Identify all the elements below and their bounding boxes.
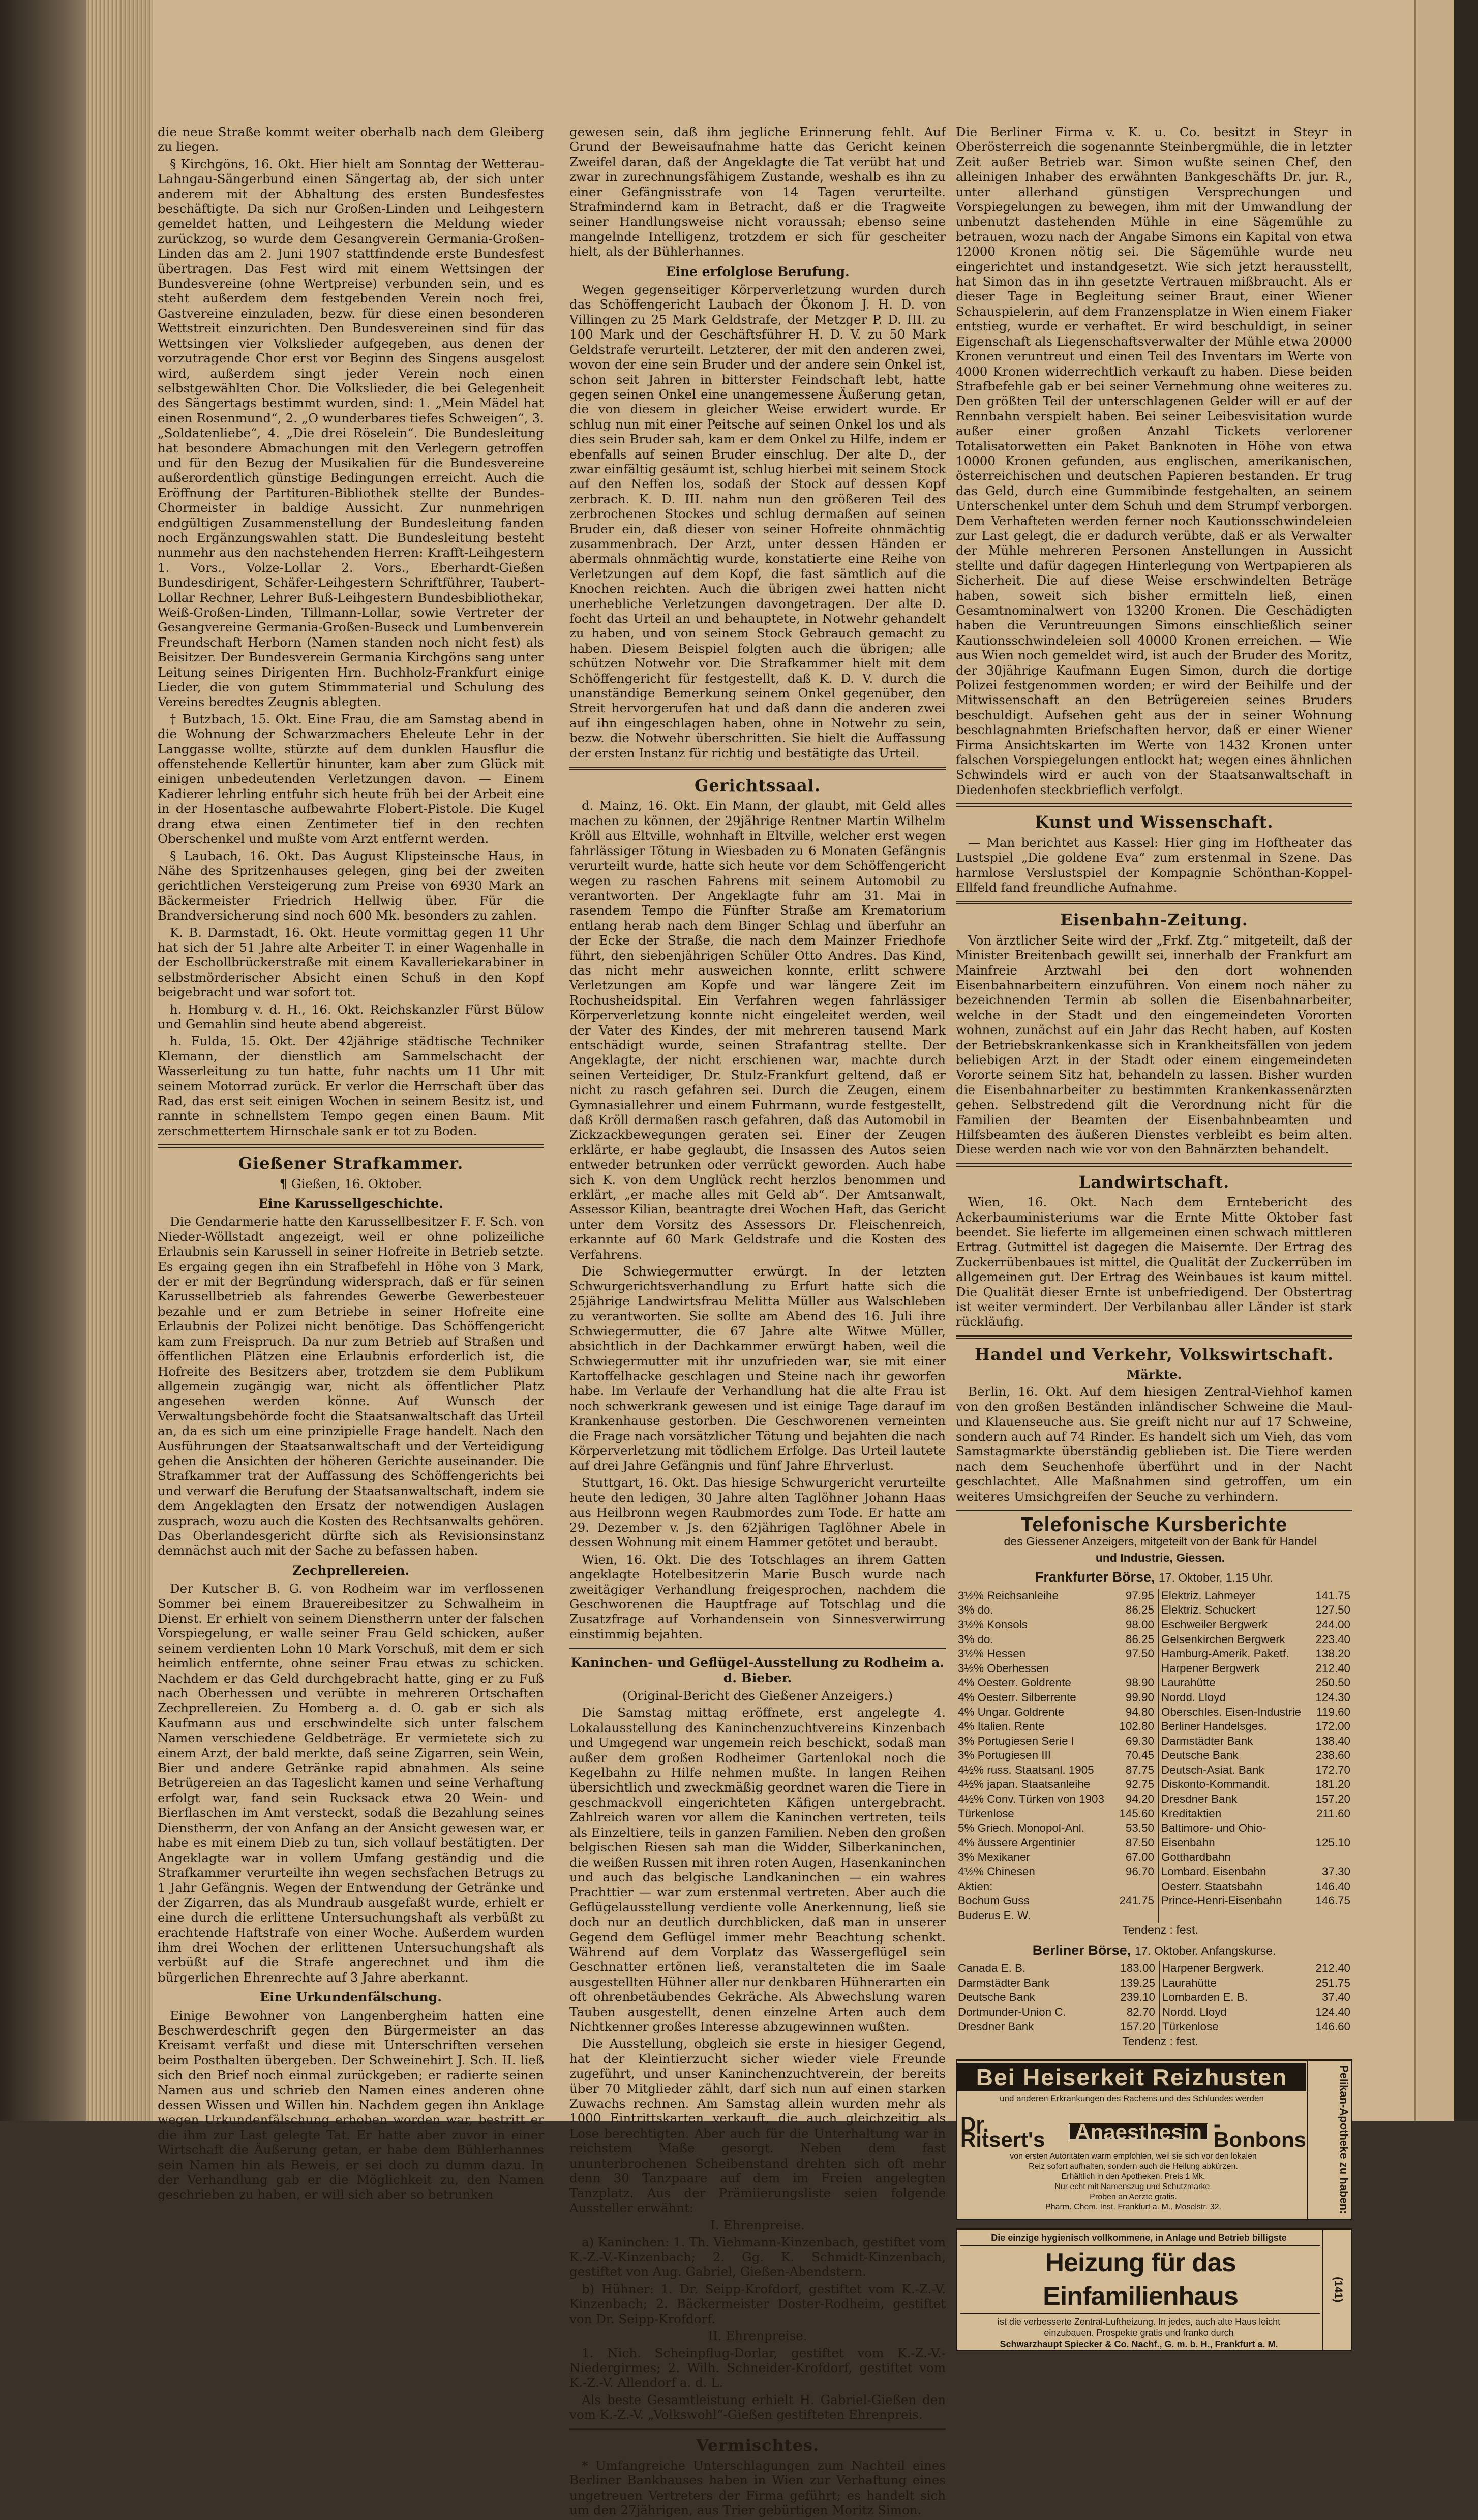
- ad-company: Schwarzhaupt Spiecker & Co. Nachf., G. m. b. H., Frankfurt a. M.: [1000, 2339, 1278, 2349]
- quote-row: [956, 1908, 1352, 1923]
- quote-row: [956, 1719, 1352, 1734]
- section-heading: Vermischtes.: [696, 2435, 820, 2455]
- security-name: Nordd. Lloyd: [1161, 1690, 1226, 1704]
- exchange-name: Frankfurter Börse,: [1035, 1569, 1155, 1585]
- ad-product-suffix: - Bonbons: [1214, 2112, 1306, 2151]
- security-price: 138.40: [1315, 1734, 1350, 1747]
- security-price: 69.30: [1115, 1734, 1159, 1749]
- security-name: Bochum Guss: [958, 1894, 1030, 1907]
- article-paragraph: § Kirchgöns, 16. Okt. Hier hielt am Sonntag der Wetterau-Lahngau-Sängerbund einen Sängertag ab, der sich unter anderem mit der Abhaltung des ersten Bundesfestes beschäftigte. Da sich nur Großen-Linden und Leihgestern gemeldet hatten, und Leihgestern die Meldung wieder zurückzog, so wurde dem Gesangverein Germania-Großen-Linden das am 2. Juni 1907 stattfindende erste Bundesfest übertragen. Das Fest wird mit einem Wettsingen der Bundesvereine (ohne Wertpreise) verbunden sein, und es steht außerdem dem festgebenden Verein noch frei, Gastvereine einzuladen, bezw. für diese einen besonderen Wettstreit einzurichten. Den Bundesvereinen sind für das Wettsingen vier Volkslieder aufgegeben, aus denen der vorzutragende Chor erst vor Beginn des Singens ausgelost wird, außerdem singt jeder Verein noch einen selbstgewählten Chor. Die Volkslieder, die bei Gelegenheit des Sängertags bestimmt wurden, sind: 1. „Mein Mädel hat einen Rosenmund“, 2. „O wunderbares tiefes Schweigen“, 3. „Soldatenliebe“, 4. „Die drei Röselein“. Die Bundesleitung hat besondere Abmachungen mit den Verlegern getroffen und für den Bezug der Musikalien für die Bundesvereine außerordentlich günstige Bedingungen erreicht. Auch die Eröffnung der Partituren-Bibliothek stellte der Bundes-Chormeister in baldige Aussicht. Zur nunmehrigen endgültigen Zusammenstellung der Bundesleitung fanden noch Ergänzungswahlen statt. Die Bundesleitung besteht nunmehr aus den nachstehenden Herren: Krafft-Leihgestern 1. Vors., Volze-Lollar 2. Vors., Eberhardt-Gießen Bundesdirigent, Schäfer-Leihgestern Schriftführer, Taubert-Lollar Rechner, Lehrer Buß-Leihgestern Bundesbibliothekar, Weiß-Großen-Linden, Tillmann-Lollar, sowie Vertreter der Gesangvereine Germania-Großen-Buseck und Lumbenverein Freundschaft Herborn (Namen standen noch nicht fest) als Beisitzer. Der Bundesverein Germania Kirchgöns sang unter Leitung seines Dirigenten Hrn. Buchholz-Frankfurt einige Lieder, die von gutem Stimmmaterial und Schulung des Vereins beredtes Zeugnis ablegten.: [158, 156, 544, 710]
- section-heading: Handel und Verkehr, Volkswirtschaft.: [974, 1344, 1334, 1364]
- quote-row: [956, 1976, 1352, 1991]
- security-price: 183.00: [1105, 1961, 1160, 1976]
- page-edges: [86, 0, 153, 2121]
- security-price: 82.70: [1105, 2005, 1160, 2020]
- ad-product: [960, 2112, 1306, 2151]
- quote-row: [956, 1850, 1352, 1865]
- ad-text: Reiz sofort aufhalten, sondern auch die Heilung abkürzen.: [1029, 2162, 1238, 2171]
- security-price: 37.30: [1321, 1865, 1350, 1878]
- quote-row: [956, 1807, 1352, 1821]
- security-name: Deutsch-Asiat. Bank: [1161, 1763, 1264, 1776]
- adjacent-page-edge: [1414, 0, 1456, 2121]
- article-paragraph: Die Berliner Firma v. K. u. Co. besitzt in Steyr in Oberösterreich die sogenannte Steinbergmühle, die in letzter Zeit außer Betrieb war. Simon wußte seinen Chef, den alleinigen Inhaber des erwähnten Bankgeschäfts Dr. jur. R., unter allerhand günstigen Versprechungen und Vorspiegelungen zu bewegen, ihm mit der Umwandlung der unbenutzt dastehenden Mühle in eine Sägemühle zu betrauen, wozu nach der Angabe Simons ein Kapital von etwa 12000 Kronen nötig sei. Die Sägemühle wurde neu eingerichtet und instandgesetzt. Wie sich jetzt herausstellt, hat Simon das in ihn gesetzte Vertrauen mißbraucht. Als er dieser Tage in Begleitung seiner Braut, einer Wiener Schauspielerin, auf dem Franzensplatze in Wien einem Fiaker entstieg, wurde er verhaftet. Er wird beschuldigt, in seiner Eigenschaft als Liegenschaftsverwalter der Mühle etwa 20000 Kronen veruntreut und einen Teil des Inventars im Werte von 4000 Kronen widerrechtlich verkauft zu haben. Diese beiden Strafbefehle gab er bei seiner Vernehmung ohne weiteres zu. Den größten Teil der unterschlagenen Gelder will er auf der Rennbahn verspielt haben. Bei seiner Leibesvisitation wurde außer einer großen Anzahl Tickets verlorener Totalisatorwetten ein Paket Banknoten in Höhe von etwa 10000 Kronen gefunden, aus englischen, amerikanischen, österreichischen und deutschen Papieren bestanden. Er trug das Geld, durch eine Gummibinde festgehalten, an seinem Unterschenkel unter dem Schuh und dem Strumpf verborgen. Dem Verhafteten werden ferner noch Kautionsschwindeleien zur Last gelegt, die er dadurch verübte, daß er als Verwalter der Mühle mehreren Personen Anstellungen in Aussicht stellte und dafür dagegen Hinterlegung von Wertpapieren als Sicherheit. Die auf diese Weise erschwindelten Beträge haben, soweit sich bisher ermitteln ließ, einen Gesamtnominalwert von 13200 Kronen. Die Geschädigten haben die Veruntreuungen Simons einschließlich seiner Kautionsschwindeleien soll 40000 Kronen erreichen. — Wie aus Wien noch gemeldet wird, ist auch der Bruder des Moritz, der 30jährige Kaufmann Eugen Simon, durch die dortige Polizei festgenommen worden; er wird der Beihilfe und der Mitwissenschaft an den Betrügereien seines Bruders beschuldigt. Aufsehen geht aus der in seiner Wohnung beschlagnahmten Briefschaften hervor, daß er einer Wiener Firma Ansichtskarten im Werte von 1432 Kronen unter falschen Vorspiegelungen entlockt hat; wegen eines ähnlichen Schwindels wird er auch von der Staatsanwaltschaft in Diedenhofen steckbrieflich verfolgt.: [956, 125, 1352, 797]
- security-name: Deutsche Bank: [1161, 1749, 1239, 1762]
- security-name: Dresdner Bank: [1161, 1793, 1238, 1806]
- stock-report-subtitle: des Giessener Anzeigers, mitgeteilt von der Bank für Handel: [1004, 1535, 1317, 1549]
- security-price: 139.25: [1105, 1976, 1160, 1991]
- section-heading: Gerichtssaal.: [694, 776, 821, 796]
- ad-text: und anderen Erkrankungen des Rachens und des Schlundes werden: [1000, 2093, 1264, 2103]
- security-name: Eisenbahn: [1161, 1836, 1215, 1849]
- ad-product-name: Anaesthesin: [1068, 2123, 1209, 2141]
- security-name: 3% Portugiesen III: [958, 1749, 1051, 1762]
- security-name: Dresdner Bank: [958, 2020, 1034, 2033]
- security-price: 181.20: [1315, 1778, 1350, 1791]
- security-name: Prince-Henri-Eisenbahn: [1161, 1894, 1282, 1907]
- tendency: Tendenz : fest.: [1122, 1923, 1198, 1937]
- section-divider: [569, 767, 946, 770]
- security-price: [1311, 1850, 1352, 1865]
- article-paragraph: b) Hühner: 1. Dr. Seipp-Krofdorf, gestiftet vom K.-Z.-V. Kinzenbach; 2. Bäckermeister Doster-Rodheim, gestiftet von Dr. Seipp-Krofdorf.: [569, 2281, 946, 2326]
- security-name: 4% Oesterr. Goldrente: [958, 1676, 1071, 1689]
- security-price: 86.25: [1115, 1603, 1159, 1618]
- article-paragraph: Wien, 16. Okt. Die des Totschlages an ihrem Gatten angeklagte Hotelbesitzerin Marie Busch wurde nach zweitägiger Verhandlung freigesprochen, nachdem die Geschworenen die Hauptfrage auf Totschlag und die Zusatzfrage auf Vorhandensein von Sinnesverwirrung einstimmig bejahten.: [569, 1552, 946, 1642]
- security-name: 3% do.: [958, 1603, 993, 1617]
- security-price: 119.60: [1316, 1705, 1350, 1718]
- security-price: 250.50: [1315, 1676, 1350, 1689]
- section-divider: [956, 1510, 1352, 1511]
- security-price: 94.80: [1115, 1705, 1159, 1720]
- security-price: 157.20: [1315, 1793, 1350, 1806]
- security-name: 3% Mexikaner: [958, 1850, 1030, 1864]
- quote-row: [956, 1690, 1352, 1705]
- section-divider: [569, 1648, 946, 1649]
- article-paragraph: Stuttgart, 16. Okt. Das hiesige Schwurgericht verurteilte heute den ledigen, 30 Jahre alten Taglöhner Johann Haas aus Heilbronn wegen Raubmordes zum Tode. Er hatte am 29. Dezember v. Js. den 62jährigen Taglöhner Abele in dessen Wohnung mit einem Hammer getötet und beraubt.: [569, 1475, 946, 1550]
- article-heading: Eine Karussellgeschichte.: [258, 1196, 443, 1211]
- security-price: 241.75: [1115, 1894, 1159, 1908]
- security-name: Baltimore- und Ohio-: [1161, 1821, 1266, 1835]
- security-price: 244.00: [1315, 1618, 1350, 1631]
- section-divider: [569, 2428, 946, 2430]
- security-price: 211.60: [1316, 1807, 1350, 1820]
- ad-text: Die einzige hygienisch vollkommene, in Anlage und Betrieb billigste: [991, 2232, 1287, 2243]
- ad-text: einzubauen. Prospekte gratis und franko durch: [1044, 2327, 1234, 2338]
- security-price: 92.75: [1115, 1777, 1159, 1792]
- security-price: 124.40: [1315, 2006, 1350, 2018]
- security-price: 96.70: [1115, 1865, 1159, 1879]
- security-name: Dortmunder-Union C.: [958, 2006, 1066, 2018]
- security-price: 53.50: [1115, 1821, 1159, 1836]
- security-price: [1311, 1821, 1352, 1836]
- security-name: 5% Griech. Monopol-Anl.: [958, 1821, 1084, 1835]
- security-name: 3½% Hessen: [958, 1647, 1026, 1660]
- security-price: 251.75: [1315, 1976, 1350, 1989]
- security-name: 3½% Konsols: [958, 1618, 1028, 1631]
- article-paragraph: Die Gendarmerie hatte den Karussellbesitzer F. F. Sch. von Nieder-Wöllstadt angezeigt, weil er ohne polizeiliche Erlaubnis sein Karussell in seiner Hofreite in Betrieb setzte. Es ergaing gegen ihn ein Strafbefehl in Höhe von 3 Mark, der er mit der Begründung widersprach, daß er für seinen Karussellbetrieb als fahrendes Gewerbe Gewerbesteuer bezahle und er zum Betriebe in seiner Hofreite eine Erlaubnis der Polizei nicht benötige. Das Schöffengericht kam zum Freispruch. Da nur zum Betrieb auf Straßen und öffentlichen Plätzen eine Erlaubnis erforderlich ist, die Hofreite des Besitzers aber, trotzdem sie dem Publikum allgemein zugängig war, nicht als öffentlicher Platz angesehen werden könne. Auf Wunsch der Verwaltungsbehörde focht die Staatsanwaltschaft das Urteil an, da es sich um eine prinzipielle Frage handelt. Nach den Ausführungen der Staatsanwaltschaft und der Verteidigung gehen die Ansichten der höheren Gerichte auseinander. Die Strafkammer trat der Auffassung des Schöffengerichts bei und verwarf die Berufung der Staatsanwaltschaft, indem sie dem Angeklagten den Ersatz der notwendigen Auslagen zusprach, wozu auch die Kosten des Rechtsanwalts gehören. Das Oberlandesgericht dürfte sich als Revisionsinstanz demnächst auch mit der Sache zu befassen haben.: [158, 1214, 544, 1558]
- security-price: 125.10: [1315, 1836, 1350, 1849]
- quote-row: [956, 1748, 1352, 1763]
- article-paragraph: Einige Bewohner von Langenbergheim hatten eine Beschwerdeschrift gegen den Bürgermeister an das Kreisamt verfaßt und diese mit Unterschriften versehen beim Posthalten übergeben. Der Schweinehirt J. Sch. II. ließ sich den Brief noch einmal zurückgeben; er radierte seinen Namen aus und schrieb den Namen eines anderen ohne dessen Wissen und Willen hin. Nachdem gegen ihn Anklage wegen Urkundenfälschung erhoben worden war, bestritt er die ihm zur Last gelegte Tat. Er hatte aber zuvor in einer Wirtschaft die Äußerung getan, er habe dem Bühlerhannes sein Namen hin als Beweis, er sei doch zu dumm dazu. In der Verhandlung gab er die Möglichkeit zu, den Namen geschrieben zu haben, er will sich aber so betrunken: [158, 2008, 544, 2202]
- stock-report-title: Telefonische Kursberichte: [1020, 1513, 1288, 1536]
- security-price: 146.75: [1315, 1894, 1350, 1907]
- quote-row: [956, 1961, 1352, 1976]
- security-name: Harpener Bergwerk: [1161, 1661, 1260, 1675]
- stock-report-subtitle: und Industrie, Giessen.: [1095, 1551, 1225, 1565]
- security-name: 4% Oesterr. Silberrente: [958, 1690, 1076, 1704]
- quote-row: [956, 1661, 1352, 1676]
- article-paragraph: Der Kutscher B. G. von Rodheim war im verflossenen Sommer bei einem Brauereibesitzer zu Schwalheim in Dienst. Er erhielt von seinem Dienstherrn unter der falschen Vorspiegelung, er walle seiner Frau Geld schicken, außer seinem verdienten Lohn 10 Mark Vorschuß, mit dem er sich heimlich entfernte, ohne seiner Frau etwas zu schicken. Nachdem er das Geld durchgebracht hatte, ging er zu Fuß nach Oberhessen und verübte in mehreren Ortschaften Zechprellereien. Zu Homberg a. d. O. gab er sich als Kaufmann aus und erschwindelte sich unter falschem Namen verschiedene Geldbeträge. Er vermietete sich zu einem Arzt, der bald merkte, daß seine Zigarren, sein Wein, Bier und andere Getränke rapid abnahmen. Als seine Betrügereien an das Tageslicht kamen und seine Verhaftung erfolgt war, fand sein Rucksack etwa 20 Wein- und Bierflaschen im Amt versteckt, sodaß die Bezahlung seines Dienstherrn, der von Anfang an der Ansicht gewesen war, er habe es mit einem Dieb zu tun, sich vollauf bestätigten. Der Angeklagte war in vollem Umfang geständig und die Strafkammer verurteilte ihn wegen sechsfachen Betrugs zu 1 Jahr Gefängnis. Wegen der Entwendung der Getränke und der Zigarren, das als Mundraub ausgefaßt wurde, erhielt er eine durch die erlittene Untersuchungshaft als verbüßt zu erachtende Haftstrafe von einer Woche. Außerdem wurden ihm drei Wochen der erlittenen Untersuchungshaft als verbüßt auf die Strafe angerechnet und ihm die bürgerlichen Ehrenrechte auf 3 Jahre aberkannt.: [158, 1581, 544, 1985]
- security-name: Elektriz. Schuckert: [1161, 1603, 1256, 1617]
- ad-text: Proben an Aerzte gratis.: [1090, 2192, 1177, 2201]
- security-price: 145.60: [1115, 1807, 1159, 1821]
- article-paragraph: * Umfangreiche Unterschlagungen zum Nachteil eines Berliner Bankhauses haben in Wien zur Verhaftung eines ungetreuen Vertreters der Firma geführt; es handelt sich um den 27jährigen, aus Trier gebürtigen Moritz Simon.: [569, 2457, 946, 2518]
- right-margin-dark: [1454, 0, 1478, 2121]
- security-price: 97.50: [1115, 1647, 1159, 1661]
- article-heading: Zechprellereien.: [292, 1563, 410, 1578]
- security-name: Gotthardbahn: [1161, 1850, 1231, 1864]
- security-price: 127.50: [1315, 1603, 1350, 1617]
- security-name: [1159, 1908, 1311, 1923]
- security-name: 4½% russ. Staatsanl. 1905: [958, 1763, 1094, 1776]
- security-name: 3% Portugiesen Serie I: [958, 1734, 1075, 1747]
- security-price: 146.60: [1315, 2020, 1350, 2033]
- security-name: 3% do.: [958, 1632, 993, 1646]
- security-name: Elektriz. Lahmeyer: [1161, 1589, 1256, 1602]
- security-name: Eschweiler Bergwerk: [1161, 1618, 1268, 1631]
- article-paragraph: Berlin, 16. Okt. Auf dem hiesigen Zentral-Viehhof kamen von den großen Beständen inländischer Schweine die Maul- und Klauenseuche aus. Sie greift nicht nur auf 17 Schweine, sondern auch auf 74 Rinder. Es handelt sich um Vieh, das vom Samstagmarkte überständig geblieben ist. Die Tiere werden nach dem Seuchenhofe überführt und in der Nacht geschlachtet. Alle Maßnahmen sind getroffen, um ein weiteres Umsichgreifen der Seuche zu verhindern.: [956, 1384, 1352, 1504]
- security-price: [1115, 1661, 1159, 1676]
- exchange-heading: [956, 1943, 1352, 1958]
- dateline: ¶ Gießen, 16. Oktober.: [279, 1176, 423, 1191]
- ad-text: Erhältlich in den Apotheken. Preis 1 Mk.: [1061, 2172, 1205, 2181]
- quote-row: [956, 1632, 1352, 1647]
- security-name: Buderus E. W.: [958, 1908, 1031, 1922]
- security-name: 4½% Chinesen: [958, 1865, 1035, 1878]
- security-price: 37.40: [1321, 1991, 1350, 2004]
- security-name: Berliner Handelsges.: [1161, 1720, 1267, 1733]
- security-name: Gelsenkirchen Bergwerk: [1161, 1632, 1285, 1646]
- exchange-name: Berliner Börse,: [1032, 1942, 1131, 1958]
- security-name: Deutsche Bank: [958, 1991, 1035, 2004]
- security-name: 4% Ungar. Goldrente: [958, 1705, 1065, 1718]
- security-price: 99.90: [1115, 1690, 1159, 1705]
- security-name: Aktien:: [958, 1879, 993, 1893]
- column-2: [569, 125, 946, 2520]
- security-price: 212.40: [1315, 1661, 1350, 1675]
- security-name: Laurahütte: [1161, 1676, 1216, 1689]
- section-divider: [956, 803, 1352, 807]
- quote-row: [956, 1865, 1352, 1879]
- ad-text: Nur echt mit Namenszug und Schutzmarke.: [1054, 2182, 1212, 2191]
- security-price: 141.75: [1315, 1589, 1350, 1602]
- security-price: 138.20: [1315, 1647, 1350, 1660]
- security-price: 87.50: [1115, 1836, 1159, 1850]
- security-name: 3½% Oberhessen: [958, 1661, 1049, 1675]
- security-price: 239.10: [1105, 1990, 1160, 2005]
- article-paragraph: h. Homburg v. d. H., 16. Okt. Reichskanzler Fürst Bülow und Gemahlin sind heute abend abgereist.: [158, 1001, 544, 1031]
- exchange-heading: [956, 1570, 1352, 1585]
- security-price: 157.20: [1105, 2020, 1160, 2035]
- berlin-quotes-table: [956, 1961, 1352, 2034]
- article-paragraph: Die Schwiegermutter erwürgt. In der letzten Schwurgerichtsverhandlung zu Erfurt hatte sich die 25jährige Landwirtsfrau Melitta Müller aus Walschleben zu verantworten. Sie sollte am Abend des 16. Juli ihre Schwiegermutter, die 67 Jahre alte Witwe Müller, absichtlich in der Dachkammer erwürgt haben, weil die Schwiegermutter mit ihr unzufrieden war, sie mit einer Kartoffelhacke geschlagen und Steine nach ihr geworfen habe. Im Verlaufe der Verhandlung hat die alte Frau ist noch schwerkrank gewesen und ist einige Tage darauf im Krankenhause gestorben. Die Geschworenen verneinten die Frage nach vorsätzlicher Tötung und bejahten die nach Körperverletzung mit tödlichem Erfolge. Das Urteil lautete auf drei Jahre Gefängnis und fünf Jahre Ehrverlust.: [569, 1264, 946, 1473]
- security-price: 94.20: [1115, 1792, 1159, 1807]
- section-divider: [956, 1335, 1352, 1339]
- article-paragraph: — Man berichtet aus Kassel: Hier ging im Hoftheater das Lustspiel „Die goldene Eva“ zum erstenmal in Szene. Das harmlose Verslustspiel der Kompagnie Schönthan-Koppel-Ellfeld fand freundliche Aufnahme.: [956, 835, 1352, 895]
- column-1: [158, 125, 544, 2204]
- security-name: 4% Italien. Rente: [958, 1720, 1045, 1733]
- quote-row: [956, 2005, 1352, 2020]
- article-heading: Kaninchen- und Geflügel-Ausstellung zu Rodheim a. d. Bieber.: [570, 1655, 945, 1685]
- security-name: Darmstädter Bank: [1161, 1734, 1253, 1747]
- security-price: 238.60: [1315, 1749, 1350, 1762]
- article-paragraph: Als beste Gesamtleistung erhielt H. Gabriel-Gießen den vom K.-Z.-V. „Volkswohl“-Gießen gestifteten Ehrenpreis.: [569, 2392, 946, 2422]
- quote-row: [956, 1879, 1352, 1894]
- quote-row: [956, 1676, 1352, 1690]
- exchange-time: 17. Oktober, 1.15 Uhr.: [1159, 1571, 1274, 1585]
- section-heading: Gießener Strafkammer.: [238, 1153, 464, 1173]
- tendency: Tendenz : fest.: [1122, 2035, 1198, 2048]
- article-paragraph: Die Samstag mittag eröffnete, erst angelegte 4. Lokalausstellung des Kaninchenzuchtvereins Kinzenbach und Umgegend war ungemein reich beschickt, sodaß man außer dem großen Rodheimer Gartenlokal noch die Kegelbahn zu Hilfe nehmen mußte. In langen Reihen übersichtlich und zweckmäßig geordnet waren die Tiere in geschmackvoll eingerichteten Käfigen untergebracht. Zahlreich waren vor allem die Kaninchen vertreten, teils als Einzeltiere, teils in ganzen Familien. Neben den großen belgischen Riesen sah man die Widder, Silberkaninchen, die weißen Russen mit ihren roten Augen, Hasenkaninchen und auch das belgische Landkaninchen — ein wahres Prachttier — war zum erstenmal vertreten. Aber auch die Geflügelausstellung verdiente volle Anerkennung, ließ sie doch nur an deutlich durchblicken, daß man in unserer Gegend dem Geflügel immer mehr Beachtung schenkt. Während auf dem Vorplatz das Wassergeflügel sein Geschnatter ertönen ließ, veranstalteten die im Saale ausgestellten Hühner aller nur denkbaren Hühnerarten ein oft ohrenbetäubendes Gekräche. Als Abwechslung waren Tauben ausgestellt, denen einzelne Arten auch dem Nichtkenner großes Interesse abzugewinnen wußten.: [569, 1705, 946, 2034]
- article-paragraph: a) Kaninchen: 1. Th. Viehmann-Kinzenbach, gestiftet vom K.-Z.-V.-Kinzenbach; 2. Gg. K. Schmidt-Kinzenbach, gestiftet von Aug. Gabriel, Gießen-Abendstern.: [569, 2234, 946, 2280]
- advertisement-heizung: [956, 2228, 1352, 2351]
- column-3: [956, 125, 1352, 2351]
- security-name: 4½% japan. Staatsanleihe: [958, 1778, 1091, 1791]
- article-paragraph: gewesen sein, daß ihm jegliche Erinnerung fehlt. Auf Grund der Beweisaufnahme hatte das Gericht keinen Zweifel daran, daß der Angeklagte die Tat verübt hat und zwar in zurechnungsfähigem Zustande, weshalb es ihn zu einer Gefängnisstrafe von 14 Tagen verurteilte. Strafmindernd kam in Betracht, daß er die Tragweite seiner Handlungsweise nicht voraussah; ebenso seine mangelnde Intelligenz, trotzdem er sich für gescheiter hielt, als der Bühlerhannes.: [569, 125, 946, 259]
- prize-heading: II. Ehrenpreise.: [708, 2328, 807, 2344]
- article-paragraph: d. Mainz, 16. Okt. Ein Mann, der glaubt, mit Geld alles machen zu können, der 29jährige Rentner Martin Wilhelm Kröll aus Eltville, wohnhaft in Eltville, welcher erst wegen fahrlässiger Tötung in Wiesbaden zu 6 Monaten Gefängnis verurteilt wurde, hatte sich heute vor dem Schöffengericht wegen zu raschen Fahrens mit seinem Automobil zu verantworten. Der Angeklagte fuhr am 31. Mai in rasendem Tempo die Fünfter Straße am Krematorium entlang herab nach dem Binger Schlag und überfuhr an der Ecke der Straße, die nach dem Mainzer Friedhofe führt, den siebenjährigen Schüler Otto Andres. Das Kind, das nicht mehr ausweichen konnte, erlitt schwere Verletzungen am Kopfe und war längere Zeit im Rochusheidspital. Ein Verfahren wegen fahrlässiger Körperverletzung konnte nicht eingeleitet werden, weil der Vater des Kindes, der mit mehreren tausend Mark entschädigt wurde, seinen Strafantrag stellte. Der Angeklagte, der nicht erschienen war, machte durch seinen Verteidiger, Dr. Stulz-Frankfurt geltend, daß er nicht zu rasch gefahren sei. Durch die Zeugen, einem Gymnasiallehrer und einem Fuhrmann, wurde festgestellt, daß Kröll dermaßen rasch gefahren, daß das Automobil in Zickzackbewegungen geraten sei. Einer der Zeugen erklärte, er habe geglaubt, die Insassen des Autos seien entweder betrunken oder verrückt geworden. Auch habe sich K. von dem Unglück recht herzlos benommen und erklärt, „er mache alles mit Geld ab“. Der Amtsanwalt, Assessor Kilian, beantragte drei Wochen Haft, das Gericht unter dem Vorsitz des Assessors Dr. Fleischenreich, erkannte auf 60 Mark Geldstrafe und die Kosten des Verfahrens.: [569, 798, 946, 1262]
- article-paragraph: Von ärztlicher Seite wird der „Frkf. Ztg.“ mitgeteilt, daß der Minister Breitenbach gewillt sei, innerhalb der Frankfurt am Mainfreie Arztwahl bei den dort wohnenden Eisenbahnarbeitern einzuführen. Von einem noch näher zu bezeichnenden Termin ab sollen die Eisenbahnarbeiter, welche in der Stadt und den eingemeindeten Vororten wohnen, zunächst auf ein Jahr das Recht haben, auf Kosten der Betriebskrankenkasse sich in Krankheitsfällen von jedem beliebigen Arzt in der Stadt oder einem eingemeindeten Vororte seinem Sitz hat, behandeln zu lassen. Bisher wurden die Eisenbahnarbeiter zu bestimmten Krankenkassenärzten gehen. Selbstredend gilt die Verordnung nicht für die Familien der Beamten der Eisenbahnbeamten und Hilfsbeamten des äußeren Dienstes verbleibt es beim alten. Diese werden nach wie vor von den Bahnärzten behandelt.: [956, 932, 1352, 1157]
- security-price: 124.30: [1315, 1690, 1350, 1704]
- security-price: 172.00: [1315, 1720, 1350, 1733]
- security-name: Diskonto-Kommandit.: [1161, 1778, 1270, 1791]
- advertisement-anaesthesin: [956, 2059, 1352, 2220]
- section-heading: Eisenbahn-Zeitung.: [1060, 910, 1248, 930]
- quote-row: [956, 1792, 1352, 1807]
- article-paragraph: die neue Straße kommt weiter oberhalb nach dem Gleiberg zu liegen.: [158, 125, 544, 155]
- article-paragraph: Wien, 16. Okt. Nach dem Erntebericht des Ackerbauministeriums war die Ernte Mitte Oktober fast beendet. Sie lieferte im allgemeinen einen schwach mittleren Ertrag. Gutmittel ist dagegen die Maisernte. Der Ertrag des Zuckerrübenbaues ist mittel, die Qualität der Zuckerrüben im allgemeinen gut. Der Ertrag des Weinbaues ist kaum mittel. Die Qualität dieser Ernte ist unbefriedigend. Der Obstertrag ist weiter vermindert. Der Verbilanbau aller Länder ist stark rückläufig.: [956, 1195, 1352, 1329]
- section-heading: Landwirtschaft.: [1078, 1172, 1230, 1192]
- security-price: 98.00: [1115, 1618, 1159, 1632]
- security-price: 102.80: [1115, 1719, 1159, 1734]
- ad-brand: Dr. Ritsert's: [960, 2112, 1045, 2151]
- article-paragraph: Die Ausstellung, obgleich sie erste in hiesiger Gegend, hat der Kleintierzucht sicher wieder viele Freunde zugeführt, und unser Kaninchenzuchtverein, der bereits über 70 Mitglieder zählt, darf sich nun auf einen starken Zuwachs rechnen. Am Samstag allein wurden mehr als 1000 Eintrittskarten verkauft, die auch gleichzeitig als Lose berechtigten. Aber auch für die Unterhaltung war in reichstem Maße gesorgt. Neben dem fast ununterbrochenen Scheibenstand drehten sich oft mehr denn 30 Tanzpaare auf dem im Freien angelegten Tanzplatz. Aus der Prämiierungsliste seien folgende Aussteller erwähnt:: [569, 2036, 946, 2215]
- security-price: 97.95: [1115, 1589, 1159, 1603]
- section-heading: Kunst und Wissenschaft.: [1035, 812, 1274, 832]
- security-price: 86.25: [1115, 1632, 1159, 1647]
- security-name: Kreditaktien: [1161, 1807, 1222, 1820]
- quote-row: [956, 1705, 1352, 1720]
- article-paragraph: 1. Nich. Scheinpflug-Dorlar, gestiftet vom K.-Z.-V.-Niedergirmes; 2. Wilh. Schneider-Krofdorf, gestiftet vom K.-Z.-V. Allendorf a. d. L.: [569, 2345, 946, 2390]
- quote-row: [956, 1647, 1352, 1661]
- security-price: [1115, 1908, 1159, 1923]
- quote-row: [956, 1821, 1352, 1836]
- ad-text: ist die verbesserte Zentral-Luftheizung. In jedes, auch alte Haus leicht: [997, 2316, 1281, 2327]
- security-price: 212.40: [1315, 1962, 1350, 1975]
- security-name: Hamburg-Amerik. Paketf.: [1161, 1647, 1289, 1660]
- article-heading: Eine erfolglose Berufung.: [666, 264, 850, 279]
- ad-text: von ersten Autoritäten warm empfohlen, weil sie sich vor den lokalen: [1010, 2151, 1257, 2161]
- ad-side-label: (141): [1322, 2230, 1351, 2350]
- security-price: 98.90: [1115, 1676, 1159, 1690]
- article-paragraph: Wegen gegenseitiger Körperverletzung wurden durch das Schöffengericht Laubach der Ökonom J. H. D. von Villingen zu 25 Mark Geldstrafe, der Metzger P. D. III. zu 100 Mark und der Geschäftsführer H. D. V. zu 50 Mark Geldstrafe verurteilt. Letzterer, der mit den anderen zwei, wovon der eine sein Bruder und der andere sein Onkel ist, schon seit Jahren in bitterster Feindschaft lebt, hatte gegen seinen Onkel eine unangemessene Äußerung getan, die von diesem in gleicher Weise erwidert wurde. Er schlug nun mit einer Peitsche auf seinen Onkel los und als dies sein Bruder sah, kam er dem Onkel zu Hilfe, indem er ebenfalls auf seinen Bruder einschlug. Der alte D., der zwar einfältig gesäumt ist, schlug hierbei mit seinem Stock auf den Neffen los, sodaß der Stock auf dessen Kopf zerbrach. K. D. III. nahm nun den größeren Teil des zerbrochenen Stockes und schlug dermaßen auf seinen Bruder ein, daß dieser von seiner Hofreite ohnmächtig zusammenbrach. Der Arzt, unter dessen Händen er abermals ohnmächtig wurde, konstatierte eine Reihe von Verletzungen auf dem Kopf, die fast sämtlich auf die Knochen reichten. Auch die übrigen zwei hatten nicht unerhebliche Verletzungen davongetragen. Der alte D. focht das Urteil an und behauptete, in Notwehr gehandelt zu haben, und von seinem Stock Gebrauch gemacht zu haben. Diesem Beispiel folgten auch die übrigen; alle schützen Notwehr vor. Die Strafkammer hielt mit dem Schöffengericht für festgestellt, daß K. D. V. durch die unanständige Bemerkung seinem Onkel gegenüber, den Streit hervorgerufen hat und daß dann die anderen zwei auf ihn eingeschlagen haben, ohne in Notwehr zu sein, bezw. die Notwehr überschritten. Sie hielt die Auffassung der ersten Instanz für richtig und bestätigte das Urteil.: [569, 282, 946, 761]
- book-binding: [0, 0, 86, 2121]
- article-paragraph: K. B. Darmstadt, 16. Okt. Heute vormittag gegen 11 Uhr hat sich der 51 Jahre alte Arbeiter T. in einer Wagenhalle in der Eschollbrückerstraße mit einem Kavalleriekarabiner in selbstmörderischer Absicht einen Schuß in den Kopf beigebracht und war sofort tot.: [158, 925, 544, 1000]
- security-name: Nordd. Lloyd: [1162, 2006, 1227, 2018]
- security-name: 3½% Reichsanleihe: [958, 1589, 1059, 1602]
- ad-side-label: Pelikan-Apotheke zu haben:: [1307, 2061, 1351, 2219]
- ad-headline: Bei Heiserkeit Reizhusten: [957, 2063, 1306, 2091]
- article-heading: Eine Urkundenfälschung.: [259, 1990, 442, 2005]
- section-divider: [956, 901, 1352, 904]
- subsection-heading: Märkte.: [1126, 1367, 1182, 1382]
- quote-row: [956, 1777, 1352, 1792]
- ad-text: Pharm. Chem. Inst. Frankfurt a. M., Moselstr. 32.: [1045, 2202, 1221, 2211]
- quote-row: [956, 1763, 1352, 1778]
- quote-row: [956, 1990, 1352, 2005]
- security-name: Harpener Bergwerk.: [1162, 1962, 1264, 1975]
- security-name: Laurahütte: [1162, 1976, 1217, 1989]
- security-name: 4% äussere Argentinier: [958, 1836, 1076, 1849]
- frankfurt-quotes-table: [956, 1589, 1352, 1923]
- security-price: 70.45: [1115, 1748, 1159, 1763]
- security-price: 67.00: [1115, 1850, 1159, 1865]
- article-paragraph: † Butzbach, 15. Okt. Eine Frau, die am Samstag abend in die Wohnung der Schwarzmachers Eheleute Lehr in der Langgasse wollte, stürzte auf dem dunklen Hausflur die offenstehende Kellertür hinunter, kam aber zum Glück mit einigen unbedeutenden Verletzungen davon. — Einem Kadierer lehrling entfuhr sich heute früh bei der Arbeit eine in der Hosentasche aufbewahrte Flobert-Pistole. Die Kugel drang etwa einen Zentimeter tief in den rechten Oberschenkel und mußte vom Arzt entfernt werden.: [158, 711, 544, 846]
- security-name: Oberschles. Eisen-Industrie: [1161, 1705, 1301, 1718]
- security-name: Lombarden E. B.: [1162, 1991, 1248, 2004]
- section-divider: [956, 1163, 1352, 1167]
- article-subtitle: (Original-Bericht des Gießener Anzeigers.): [622, 1688, 893, 1704]
- quote-row: [956, 1603, 1352, 1618]
- quote-row: [956, 2020, 1352, 2035]
- security-name: Darmstädter Bank: [958, 1976, 1050, 1989]
- quote-row: [956, 1836, 1352, 1850]
- article-paragraph: h. Fulda, 15. Okt. Der 42jährige städtische Techniker Klemann, der dienstlich am Sammelschacht der Wasserleitung zu tun hatte, fuhr nachts um 11 Uhr mit seinem Motorrad zurück. Er verlor die Herrschaft über das Rad, das erst seit einigen Wochen in seinem Besitz ist, und rannte in schnellstem Tempo gegen einen Baum. Mit zerschmettertem Hirnschale sank er tot zu Boden.: [158, 1034, 544, 1138]
- stock-report: [956, 1513, 1352, 2049]
- ad-fineprint: [960, 2151, 1306, 2212]
- quote-row: [956, 1734, 1352, 1749]
- prize-heading: I. Ehrenpreise.: [710, 2218, 805, 2233]
- exchange-time: 17. Oktober. Anfangskurse.: [1134, 1944, 1276, 1957]
- security-price: [1311, 1908, 1352, 1923]
- security-price: 223.40: [1315, 1632, 1350, 1646]
- security-name: Canada E. B.: [958, 1962, 1026, 1975]
- security-name: Oesterr. Staatsbahn: [1161, 1879, 1263, 1893]
- security-name: Lombard. Eisenbahn: [1161, 1865, 1266, 1878]
- security-price: 172.70: [1315, 1763, 1350, 1776]
- security-name: 4½% Conv. Türken von 1903: [958, 1793, 1104, 1806]
- quote-row: [956, 1589, 1352, 1603]
- security-name: Türkenlose: [958, 1807, 1014, 1820]
- security-price: 146.40: [1315, 1879, 1350, 1893]
- security-name: Türkenlose: [1162, 2020, 1219, 2033]
- security-price: [1115, 1879, 1159, 1894]
- quote-row: [956, 1618, 1352, 1632]
- ad-headline: Heizung für das Einfamilienhaus: [960, 2245, 1320, 2314]
- security-price: 87.75: [1115, 1763, 1159, 1778]
- section-divider: [158, 1144, 544, 1148]
- article-paragraph: § Laubach, 16. Okt. Das August Klipsteinsche Haus, in Nähe des Spritzenhauses gelegen, ging bei der zweiten gerichtlichen Versteigerung zum Preise von 6930 Mark an Bäckermeister Friedrich Hellwig über. Für die Brandversicherung sind noch 600 Mk. besonders zu zahlen.: [158, 848, 544, 923]
- quote-row: [956, 1894, 1352, 1908]
